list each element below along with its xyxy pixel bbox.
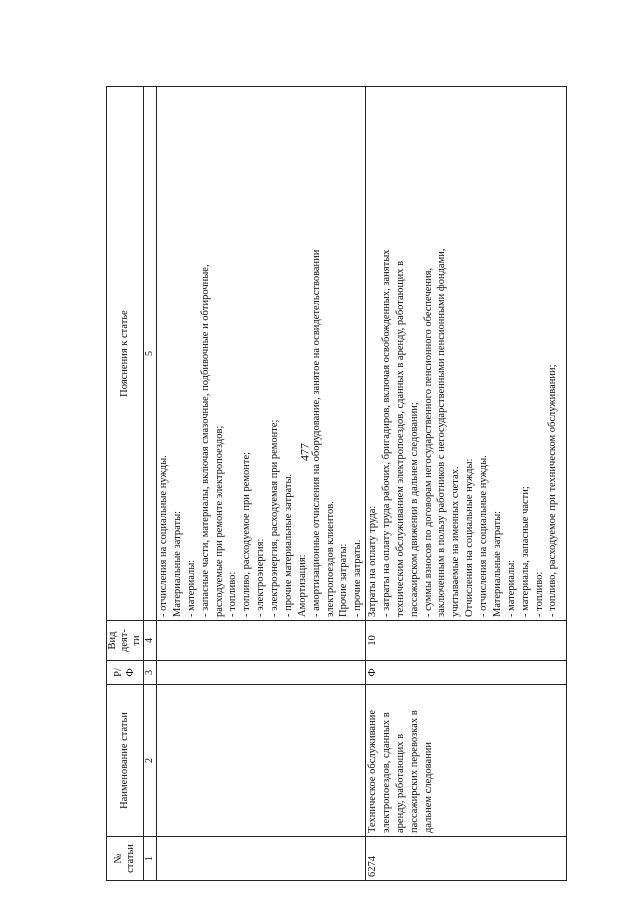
rotated-table-container (106, 86, 581, 881)
explanation-line: Прочие затраты: (338, 543, 350, 617)
explanation-line: - суммы взносов по договорам негосударственного пенсионного обеспечения, (422, 267, 434, 617)
explanation-line: - электроэнергия: (255, 538, 267, 617)
row-name (157, 685, 366, 837)
explanation-line: - прочие материальные затраты. (282, 473, 294, 617)
column-number: 5 (144, 87, 157, 621)
explanation-line: - амортизационные отчисления на оборудование, занятое на освидетельствовании (310, 249, 322, 617)
explanation-line: расходуемые при ремонте электропоездов; (213, 425, 225, 617)
column-number: 2 (144, 685, 157, 837)
row-rf: Ф (366, 661, 567, 685)
header-explanation: Пояснения к статье (107, 87, 144, 621)
row-num: 6274 (366, 837, 567, 881)
explanation-line: учитываемые на именных счетах. (450, 466, 462, 617)
explanation-line: Затраты на оплату труда: (367, 505, 379, 617)
explanation-line: - отчисления на социальные нужды. (158, 455, 170, 617)
explanation-line: - материалы: (185, 559, 197, 617)
table-row (366, 87, 567, 881)
explanation-line: Материальные затраты: (491, 510, 503, 617)
row-explanation (366, 87, 567, 621)
explanation-line: - топливо, расходуемое при техническом обслуживании; (547, 364, 559, 617)
row-activity (157, 621, 366, 661)
explanation-line: - запасные части, материалы, включая смазочные, подбивочные и обтирочные, (199, 264, 211, 617)
column-number-row (144, 87, 157, 881)
explanation-line: Амортизация: (296, 554, 308, 617)
header-rf: Р/ Ф (107, 661, 144, 685)
explanation-line: Отчисления на социальные нужды: (464, 458, 476, 617)
column-number: 3 (144, 661, 157, 685)
column-number: 4 (144, 621, 157, 661)
explanation-line: - топливо: (533, 571, 545, 617)
explanation-line: - прочие затраты. (352, 539, 364, 617)
header-num: № статьи (107, 837, 144, 881)
explanation-line: заключенным в пользу работников с негосударственными пенсионными фондами, (436, 248, 448, 617)
row-rf (157, 661, 366, 685)
explanation-line: Материальные затраты: (172, 510, 184, 617)
header-name: Наименование статьи (107, 685, 144, 837)
explanation-line: - материалы: (505, 559, 517, 617)
row-name: Техническое обслуживание электропоездов, сданных в аренду, работающих в пассажирских перевозках в дальнем следовании (366, 685, 567, 837)
explanation-line: - топливо, расходуемое при ремонте; (241, 451, 253, 617)
header-activity: Вид деят-ти (107, 621, 144, 661)
explanation-line: - материалы, запасные части; (519, 486, 531, 617)
column-number: 1 (144, 837, 157, 881)
row-num (157, 837, 366, 881)
cost-items-table (106, 86, 567, 881)
explanation-line: электропоездов клиентов. (324, 501, 336, 617)
explanation-line: - затраты на оплату труда рабочих, бригадиров, включая освобожденных, занятых (381, 249, 393, 617)
explanation-line: - электроэнергия, расходуемая при ремонте; (269, 419, 281, 617)
table-row (157, 87, 366, 881)
explanation-line: техническим обслуживанием электропоездов, сданных в аренду, работающих в (394, 260, 406, 617)
explanation-line: пассажирском движении в дальнем следовании; (408, 402, 420, 617)
explanation-line: - отчисления на социальные нужды. (478, 455, 490, 617)
row-activity: 10 (366, 621, 567, 661)
explanation-line: - топливо: (227, 571, 239, 617)
header-row (107, 87, 144, 881)
row-explanation (157, 87, 366, 621)
page-number: 477 (297, 443, 312, 461)
